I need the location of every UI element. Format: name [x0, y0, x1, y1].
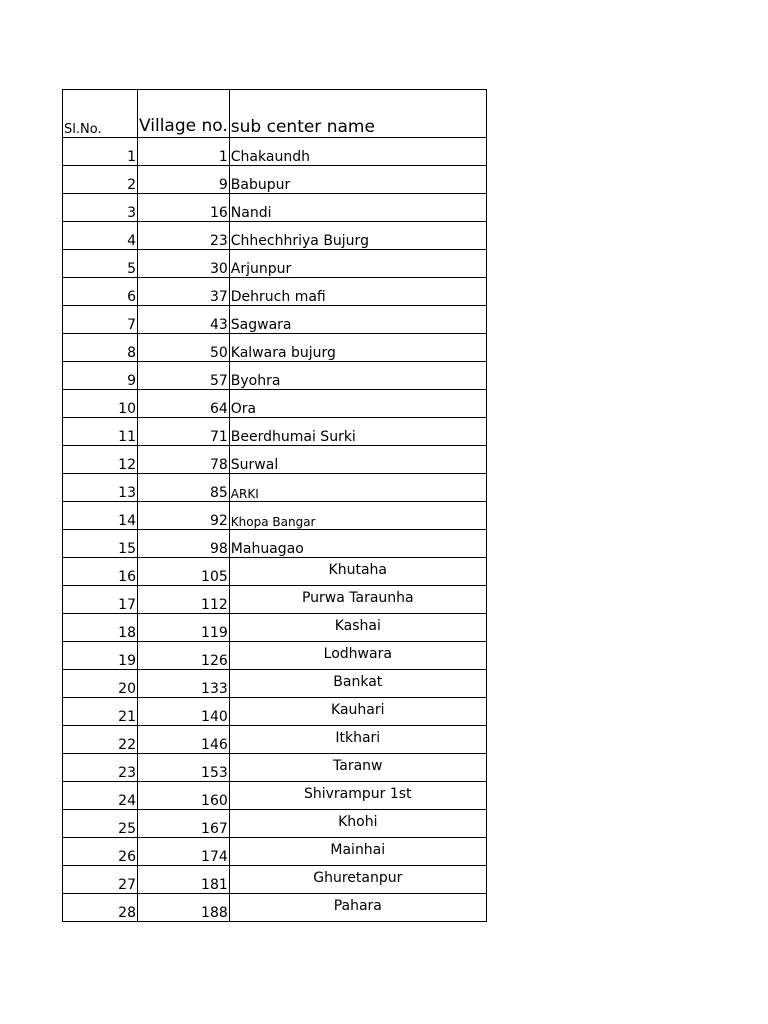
cell-sl-no: 22 [63, 726, 138, 754]
cell-sub-center-name: Surwal [229, 446, 486, 474]
cell-sub-center-name: Kalwara bujurg [229, 334, 486, 362]
cell-sub-center-name: Dehruch mafi [229, 278, 486, 306]
cell-sub-center-name: Nandi [229, 194, 486, 222]
cell-sub-center-name: Kauhari [229, 698, 486, 726]
table-row [63, 838, 487, 866]
table-row [63, 138, 487, 166]
cell-village-no: 126 [138, 642, 230, 670]
table-row [63, 222, 487, 250]
table-row [63, 754, 487, 782]
table-row [63, 894, 487, 922]
table-body [63, 138, 487, 922]
table-row [63, 362, 487, 390]
cell-sub-center-name: Khohi [229, 810, 486, 838]
cell-village-no: 167 [138, 810, 230, 838]
cell-sl-no: 20 [63, 670, 138, 698]
cell-sl-no: 13 [63, 474, 138, 502]
cell-sl-no: 16 [63, 558, 138, 586]
table-row [63, 614, 487, 642]
cell-sl-no: 1 [63, 138, 138, 166]
table-row [63, 530, 487, 558]
cell-village-no: 57 [138, 362, 230, 390]
cell-sl-no: 28 [63, 894, 138, 922]
cell-sl-no: 7 [63, 306, 138, 334]
cell-sub-center-name: Chhechhriya Bujurg [229, 222, 486, 250]
cell-sl-no: 27 [63, 866, 138, 894]
cell-sub-center-name: Taranw [229, 754, 486, 782]
table-row [63, 250, 487, 278]
cell-village-no: 181 [138, 866, 230, 894]
cell-village-no: 119 [138, 614, 230, 642]
table-row [63, 698, 487, 726]
cell-sl-no: 23 [63, 754, 138, 782]
cell-sub-center-name: Mahuagao [229, 530, 486, 558]
cell-sl-no: 24 [63, 782, 138, 810]
cell-village-no: 50 [138, 334, 230, 362]
sub-center-table [62, 89, 487, 922]
table-row [63, 474, 487, 502]
cell-sub-center-name: Lodhwara [229, 642, 486, 670]
cell-village-no: 85 [138, 474, 230, 502]
cell-sub-center-name: Purwa Taraunha [229, 586, 486, 614]
cell-sl-no: 6 [63, 278, 138, 306]
cell-village-no: 78 [138, 446, 230, 474]
cell-sub-center-name: Mainhai [229, 838, 486, 866]
cell-sl-no: 18 [63, 614, 138, 642]
cell-sl-no: 15 [63, 530, 138, 558]
table-header [63, 90, 487, 138]
cell-village-no: 71 [138, 418, 230, 446]
cell-sl-no: 4 [63, 222, 138, 250]
cell-sl-no: 14 [63, 502, 138, 530]
table-row [63, 166, 487, 194]
cell-sub-center-name: Bankat [229, 670, 486, 698]
cell-sl-no: 19 [63, 642, 138, 670]
cell-village-no: 30 [138, 250, 230, 278]
cell-village-no: 9 [138, 166, 230, 194]
cell-village-no: 153 [138, 754, 230, 782]
cell-sub-center-name: Itkhari [229, 726, 486, 754]
table-row [63, 390, 487, 418]
cell-sub-center-name: Kashai [229, 614, 486, 642]
header-sub-center-name: sub center name [229, 90, 486, 138]
table-row [63, 810, 487, 838]
header-row [63, 90, 487, 138]
cell-sl-no: 26 [63, 838, 138, 866]
cell-village-no: 1 [138, 138, 230, 166]
cell-sl-no: 3 [63, 194, 138, 222]
table-row [63, 642, 487, 670]
cell-village-no: 146 [138, 726, 230, 754]
cell-village-no: 43 [138, 306, 230, 334]
cell-sub-center-name: Sagwara [229, 306, 486, 334]
cell-sub-center-name: Shivrampur 1st [229, 782, 486, 810]
cell-village-no: 133 [138, 670, 230, 698]
cell-village-no: 16 [138, 194, 230, 222]
cell-village-no: 112 [138, 586, 230, 614]
cell-sub-center-name: Pahara [229, 894, 486, 922]
table-row [63, 418, 487, 446]
cell-village-no: 174 [138, 838, 230, 866]
cell-sl-no: 2 [63, 166, 138, 194]
cell-sl-no: 8 [63, 334, 138, 362]
cell-village-no: 140 [138, 698, 230, 726]
table-row [63, 446, 487, 474]
table-row [63, 866, 487, 894]
cell-sub-center-name: Khutaha [229, 558, 486, 586]
table-row [63, 782, 487, 810]
cell-sl-no: 5 [63, 250, 138, 278]
table-row [63, 586, 487, 614]
cell-sub-center-name: Beerdhumai Surki [229, 418, 486, 446]
table-row [63, 558, 487, 586]
table-row [63, 334, 487, 362]
table-row [63, 278, 487, 306]
cell-sl-no: 21 [63, 698, 138, 726]
cell-village-no: 105 [138, 558, 230, 586]
cell-village-no: 23 [138, 222, 230, 250]
cell-sub-center-name: Byohra [229, 362, 486, 390]
cell-village-no: 64 [138, 390, 230, 418]
cell-village-no: 98 [138, 530, 230, 558]
cell-sub-center-name: Ghuretanpur [229, 866, 486, 894]
header-village-no: Village no. [138, 90, 230, 138]
cell-sub-center-name: Babupur [229, 166, 486, 194]
cell-sub-center-name: Ora [229, 390, 486, 418]
cell-sl-no: 25 [63, 810, 138, 838]
cell-sub-center-name: Arjunpur [229, 250, 486, 278]
header-sl-no: Sl.No. [63, 90, 138, 138]
table-row [63, 194, 487, 222]
table-row [63, 306, 487, 334]
cell-sl-no: 11 [63, 418, 138, 446]
cell-sl-no: 12 [63, 446, 138, 474]
table-row [63, 502, 487, 530]
cell-sub-center-name: ARKI [229, 474, 486, 502]
cell-village-no: 37 [138, 278, 230, 306]
cell-village-no: 92 [138, 502, 230, 530]
cell-sub-center-name: Chakaundh [229, 138, 486, 166]
cell-sub-center-name: Khopa Bangar [229, 502, 486, 530]
cell-village-no: 160 [138, 782, 230, 810]
cell-sl-no: 10 [63, 390, 138, 418]
table-row [63, 670, 487, 698]
cell-sl-no: 9 [63, 362, 138, 390]
cell-village-no: 188 [138, 894, 230, 922]
cell-sl-no: 17 [63, 586, 138, 614]
table-row [63, 726, 487, 754]
